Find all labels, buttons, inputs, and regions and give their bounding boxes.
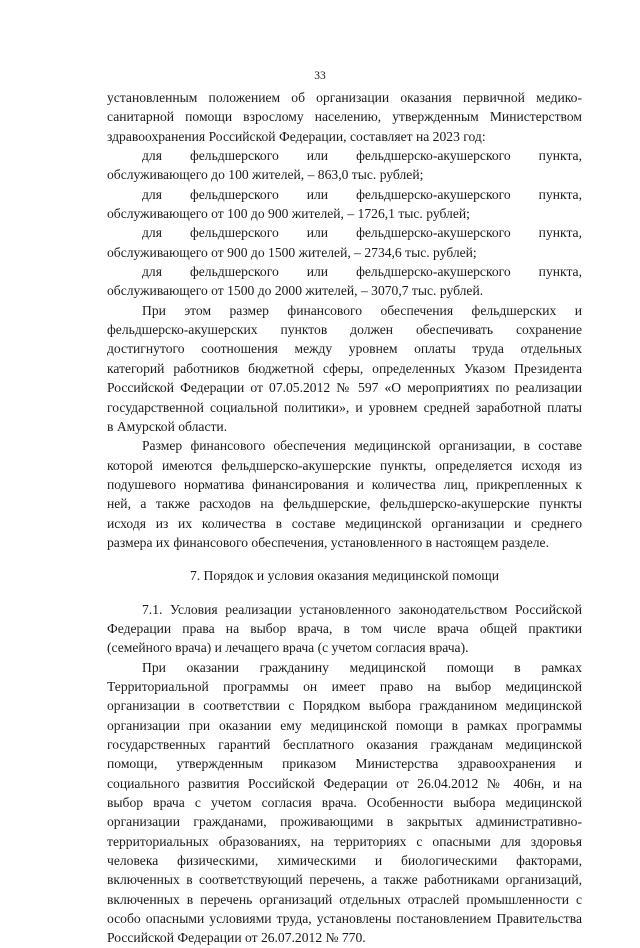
text-line: для фельдшерского или фельдшерско-акушерского пункта, xyxy=(142,225,582,241)
paragraph-gap xyxy=(107,552,582,566)
text-line: территориальных образованиях, на территориях с опасными для здоровья xyxy=(107,833,582,849)
text-line: Территориальной программы он имеет право на выбор медицинской xyxy=(107,678,582,694)
text-line: особо опасными условиями труда, установлены постановлением Правительства xyxy=(107,911,582,927)
text-line: При оказании гражданину медицинской помощи в рамках xyxy=(142,659,582,675)
text-line: Размер финансового обеспечения медицинской организации, в составе xyxy=(142,438,582,454)
text-line: обслуживающего от 100 до 900 жителей, – 1726,1 тыс. рублей; xyxy=(107,206,470,222)
text-line: размера их финансового обеспечения, установленного в настоящем разделе. xyxy=(107,534,549,550)
text-line: ней, а также расходов на фельдшерские, фельдшерско-акушерские пункты xyxy=(107,496,582,512)
text-line: включенных в перечень организаций отдельных отраслей промышленности с xyxy=(107,891,582,907)
text-line: в Амурской области. xyxy=(107,418,228,434)
text-line: включенных в соответствующий перечень, а также работниками организаций, xyxy=(107,872,582,888)
text-line: для фельдшерского или фельдшерско-акушерского пункта, xyxy=(142,264,582,280)
text-line: здравоохранения Российской Федерации, составляет на 2023 год: xyxy=(107,128,486,144)
text-line: помощи, утвержденным приказом Министерства здравоохранения и xyxy=(107,756,582,772)
text-line: организации гражданами, проживающими в закрытых административно- xyxy=(107,814,582,830)
text-line: При этом размер финансового обеспечения фельдшерских и xyxy=(142,302,582,318)
text-line: выбор врача с учетом согласия врача. Особенности выбора медицинской xyxy=(107,795,582,811)
page-number: 33 xyxy=(314,70,326,82)
text-line: санитарной помощи взрослому населению, утвержденным Министерством xyxy=(107,109,582,125)
paragraph-gap xyxy=(107,586,582,600)
text-line: подушевого норматива финансирования и количества лиц, прикрепленных к xyxy=(107,476,582,492)
text-line: обслуживающего от 1500 до 2000 жителей, – 3070,7 тыс. рублей. xyxy=(107,283,484,299)
text-line: установленным положением об организации оказания первичной медико- xyxy=(107,90,582,105)
text-line: государственной социальной политики», и уровнем средней заработной платы xyxy=(107,399,582,415)
text-line: (семейного врача) и лечащего врача (с учетом согласия врача). xyxy=(107,640,469,656)
text-line: фельдшерско-акушерских пунктов должен обеспечивать сохранение xyxy=(107,322,582,338)
text-line: обслуживающего до 100 жителей, – 863,0 тыс. рублей; xyxy=(107,167,424,183)
text-line: Российской Федерации от 07.05.2012 № 597 «О мероприятиях по реализации xyxy=(107,380,582,396)
text-line: Российской Федерации от 26.07.2012 № 770. xyxy=(107,930,366,946)
document-body xyxy=(107,88,582,948)
text-line: которой имеются фельдшерско-акушерские пункты, определяется исходя из xyxy=(107,457,582,473)
text-line: достигнутого соотношения между уровнем оплаты труда отдельных xyxy=(107,341,582,357)
text-line: социального развития Российской Федерации от 26.04.2012 № 406н, и на xyxy=(107,775,582,791)
text-line: государственных гарантий бесплатного оказания гражданам медицинской xyxy=(107,737,582,752)
text-line: организации при оказании ему медицинской помощи в рамках программы xyxy=(107,717,582,733)
text-line: исходя из их количества в составе медицинской организации и среднего xyxy=(107,515,582,531)
text-line: для фельдшерского или фельдшерско-акушерского пункта, xyxy=(142,148,582,164)
text-line: категорий работников бюджетной сферы, определенных Указом Президента xyxy=(107,360,582,376)
section-heading: 7. Порядок и условия оказания медицинской помощи xyxy=(189,568,500,584)
text-line: Федерации права на выбор врача, в том числе врача общей практики xyxy=(107,620,582,636)
text-line: обслуживающего от 900 до 1500 жителей, – 2734,6 тыс. рублей; xyxy=(107,244,477,260)
text-line: человека физическими, химическими и биологическими факторами, xyxy=(107,853,582,869)
text-line: 7.1. Условия реализации установленного законодательством Российской xyxy=(142,601,582,617)
text-line: для фельдшерского или фельдшерско-акушерского пункта, xyxy=(142,186,582,202)
text-line: организации в соответствии с Порядком выбора гражданином медицинской xyxy=(107,698,582,714)
